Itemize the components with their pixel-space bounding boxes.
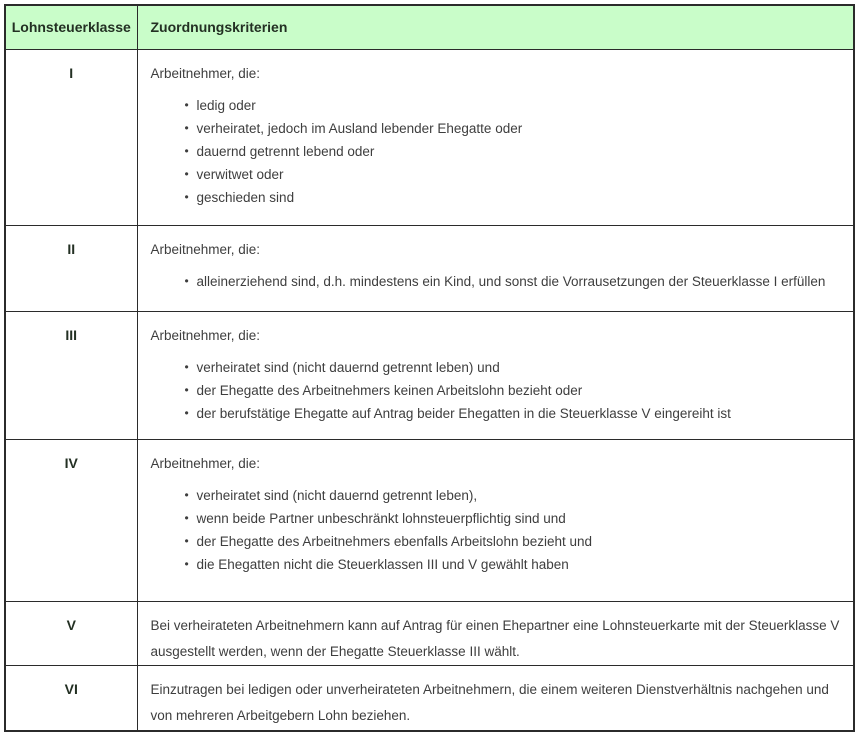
klasse-label-vi: VI <box>5 665 137 731</box>
klasse-label-v: V <box>5 601 137 665</box>
kriterien-cell-i <box>137 49 854 225</box>
table-row-klasse-iv <box>5 439 854 601</box>
criteria-item: • ledig oder <box>197 94 844 117</box>
klasse-label-iii: III <box>5 311 137 439</box>
criteria-text: Bei verheirateten Arbeitnehmern kann auf Antrag für einen Ehepartner eine Lohnsteuerkarte mit der Steuerklasse V ausgestellt werden, wenn der Ehegatte Steuerklasse III wählt. <box>150 617 840 659</box>
criteria-intro: Arbeitnehmer, die: <box>150 241 261 257</box>
kriterien-cell-iv <box>137 439 854 601</box>
criteria-item: • die Ehegatten nicht die Steuerklassen III und V gewählt haben <box>197 553 844 576</box>
table-row-klasse-iii <box>5 311 854 439</box>
criteria-item: • verheiratet sind (nicht dauernd getrennt leben), <box>197 484 844 507</box>
criteria-text: Einzutragen bei ledigen oder unverheirateten Arbeitnehmern, die einem weiteren Dienstverhältnis nachgehen und von mehreren Arbeitgebern Lohn beziehen. <box>150 681 829 723</box>
table-row-klasse-v <box>5 601 854 665</box>
column-header-zuordnungskriterien: Zuordnungskriterien <box>137 5 854 49</box>
column-header-lohnsteuerklasse: Lohnsteuerklasse <box>5 5 137 49</box>
criteria-item: • geschieden sind <box>197 186 844 209</box>
criteria-item: • dauernd getrennt lebend oder <box>197 140 844 163</box>
criteria-item: • verheiratet, jedoch im Ausland lebender Ehegatte oder <box>197 117 844 140</box>
criteria-intro: Arbeitnehmer, die: <box>150 65 261 81</box>
table-row-klasse-i <box>5 49 854 225</box>
table-row-klasse-ii <box>5 225 854 311</box>
table-row-klasse-vi <box>5 665 854 731</box>
criteria-item: • der Ehegatte des Arbeitnehmers ebenfalls Arbeitslohn bezieht und <box>197 530 844 553</box>
criteria-item: • verheiratet sind (nicht dauernd getrennt leben) und <box>197 356 844 379</box>
kriterien-cell-v <box>137 601 854 665</box>
kriterien-cell-vi <box>137 665 854 731</box>
klasse-label-ii: II <box>5 225 137 311</box>
criteria-item: • alleinerziehend sind, d.h. mindestens ein Kind, und sonst die Vorrausetzungen der Steuerklasse I erfüllen <box>197 270 844 293</box>
criteria-item: • verwitwet oder <box>197 163 844 186</box>
klasse-label-iv: IV <box>5 439 137 601</box>
kriterien-cell-iii <box>137 311 854 439</box>
criteria-list <box>151 484 844 576</box>
criteria-intro: Arbeitnehmer, die: <box>150 455 261 471</box>
kriterien-cell-ii <box>137 225 854 311</box>
criteria-list <box>151 356 844 425</box>
criteria-item: • wenn beide Partner unbeschränkt lohnsteuerpflichtig sind und <box>197 507 844 530</box>
criteria-list <box>151 270 844 293</box>
lohnsteuerklassen-table <box>4 4 855 732</box>
table-header-row <box>5 5 854 49</box>
criteria-item: • der berufstätige Ehegatte auf Antrag beider Ehegatten in die Steuerklasse V eingereiht ist <box>197 402 844 425</box>
klasse-label-i: I <box>5 49 137 225</box>
criteria-intro: Arbeitnehmer, die: <box>150 327 261 343</box>
criteria-item: • der Ehegatte des Arbeitnehmers keinen Arbeitslohn bezieht oder <box>197 379 844 402</box>
criteria-list <box>151 94 844 209</box>
